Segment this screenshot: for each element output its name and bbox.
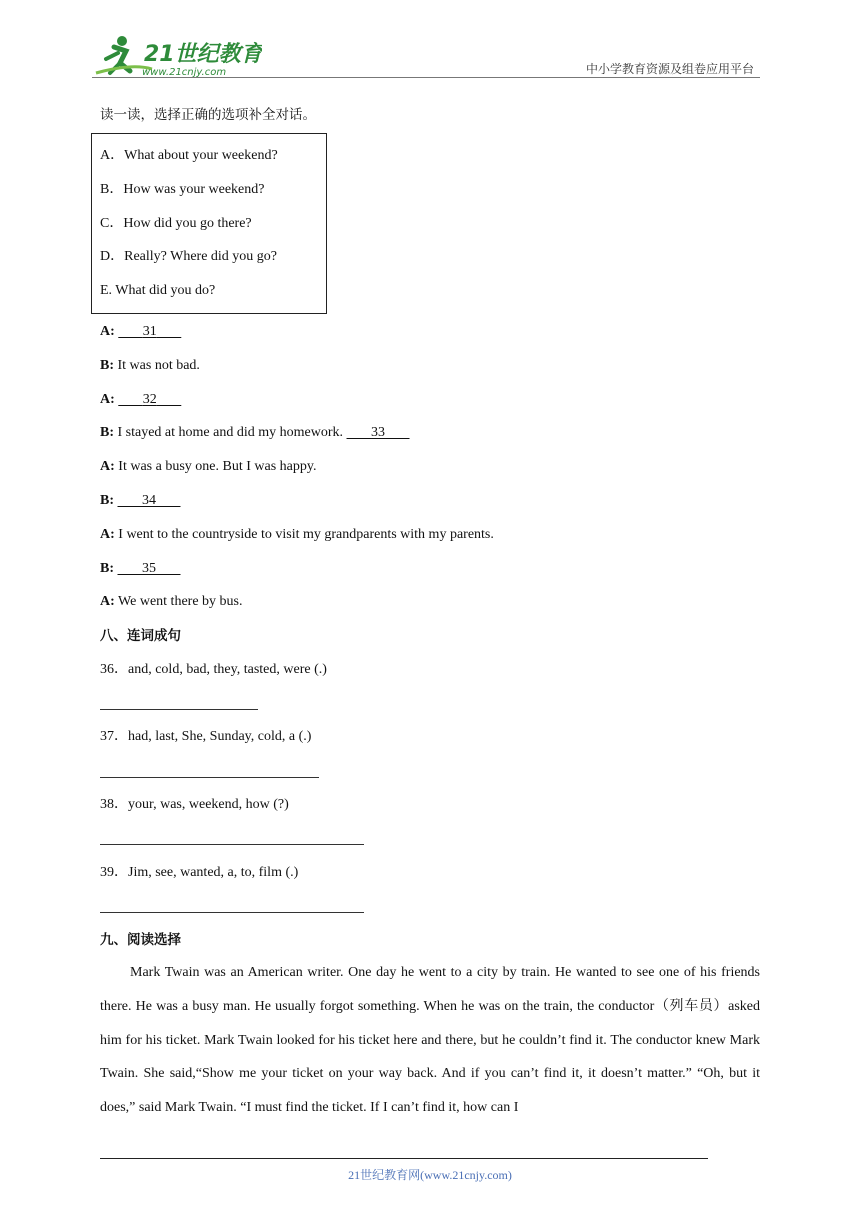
dialogue-line-5 <box>100 458 316 476</box>
speaker-label: A: <box>100 527 115 542</box>
dialogue-line-3 <box>100 391 181 409</box>
option-e: E. What did you do? <box>100 283 216 298</box>
question-38: 38．your, was, weekend, how (?) <box>100 797 289 812</box>
speaker-label: B: <box>100 561 114 576</box>
question-39: 39．Jim, see, wanted, a, to, film (.) <box>100 865 299 880</box>
header-divider <box>92 77 760 78</box>
instruction-text: 读一读，选择正确的选项补全对话。 <box>100 107 316 123</box>
answer-line-39 <box>100 912 364 913</box>
speaker-label: A: <box>100 324 115 339</box>
question-37: 37．had, last, She, Sunday, cold, a (.) <box>100 729 312 744</box>
dialogue-line-1 <box>100 323 181 341</box>
section-9-title: 九、阅读选择 <box>100 932 181 948</box>
footer-divider <box>100 1158 708 1159</box>
site-logo <box>92 33 262 79</box>
option-a: A．What about your weekend? <box>100 148 278 163</box>
dialogue-line-9 <box>100 593 242 611</box>
answer-blank: 31 <box>142 324 157 339</box>
answer-line-38 <box>100 844 364 845</box>
answer-line-36 <box>100 709 258 710</box>
dialogue-line-6 <box>100 492 181 510</box>
speaker-label: A: <box>100 459 115 474</box>
answer-blank: 33 <box>371 425 386 440</box>
speaker-label: A: <box>100 392 115 407</box>
reading-passage <box>100 956 760 1125</box>
svg-text:www.21cnjy.com: www.21cnjy.com <box>142 67 227 78</box>
dialogue-text: It was not bad. <box>117 358 200 373</box>
question-36: 36．and, cold, bad, they, tasted, were (.) <box>100 662 327 677</box>
dialogue-text: It was a busy one. But I was happy. <box>118 459 317 474</box>
section-8-title: 八、连词成句 <box>100 628 181 644</box>
dialogue-text: I stayed at home and did my homework. <box>117 425 344 440</box>
speaker-label: B: <box>100 493 114 508</box>
speaker-label: A: <box>100 594 115 609</box>
answer-blank: 32 <box>142 392 157 407</box>
option-b: B．How was your weekend? <box>100 182 265 197</box>
answer-blank: 35 <box>142 561 156 576</box>
option-c: C．How did you go there? <box>100 216 252 231</box>
dialogue-text: We went there by bus. <box>118 594 243 609</box>
dialogue-line-7 <box>100 526 494 544</box>
speaker-label: B: <box>100 425 114 440</box>
dialogue-line-4 <box>100 424 410 442</box>
speaker-label: B: <box>100 358 114 373</box>
svg-text:21世纪教育: 21世纪教育 <box>144 42 262 67</box>
answer-blank: 34 <box>142 493 156 508</box>
platform-name: 中小学教育资源及组卷应用平台 <box>585 62 754 76</box>
option-d: D．Really? Where did you go? <box>100 249 278 264</box>
answer-line-37 <box>100 777 319 778</box>
dialogue-line-2 <box>100 357 200 375</box>
passage-paragraph: Mark Twain was an American writer. One day he went to a city by train. He wanted to see one of his friends there. He was a busy man. He usually forgot something. When he was on the train, the conductor（列车员）asked him for his ticket. Mark Twain looked for his ticket here and there, but he couldn’t find it. The conductor knew Mark Twain. She said,“Show me your ticket on your way back. And if you can’t find it, it doesn’t matter.” “Oh, but it does,” said Mark Twain. “I must find the ticket. If I can’t find it, how can I <box>100 965 760 1116</box>
runner-logo-icon <box>92 33 262 79</box>
dialogue-text: I went to the countryside to visit my grandparents with my parents. <box>118 527 494 542</box>
dialogue-line-8 <box>100 560 181 578</box>
footer-text: 21世纪教育网(www.21cnjy.com) <box>348 1168 512 1182</box>
